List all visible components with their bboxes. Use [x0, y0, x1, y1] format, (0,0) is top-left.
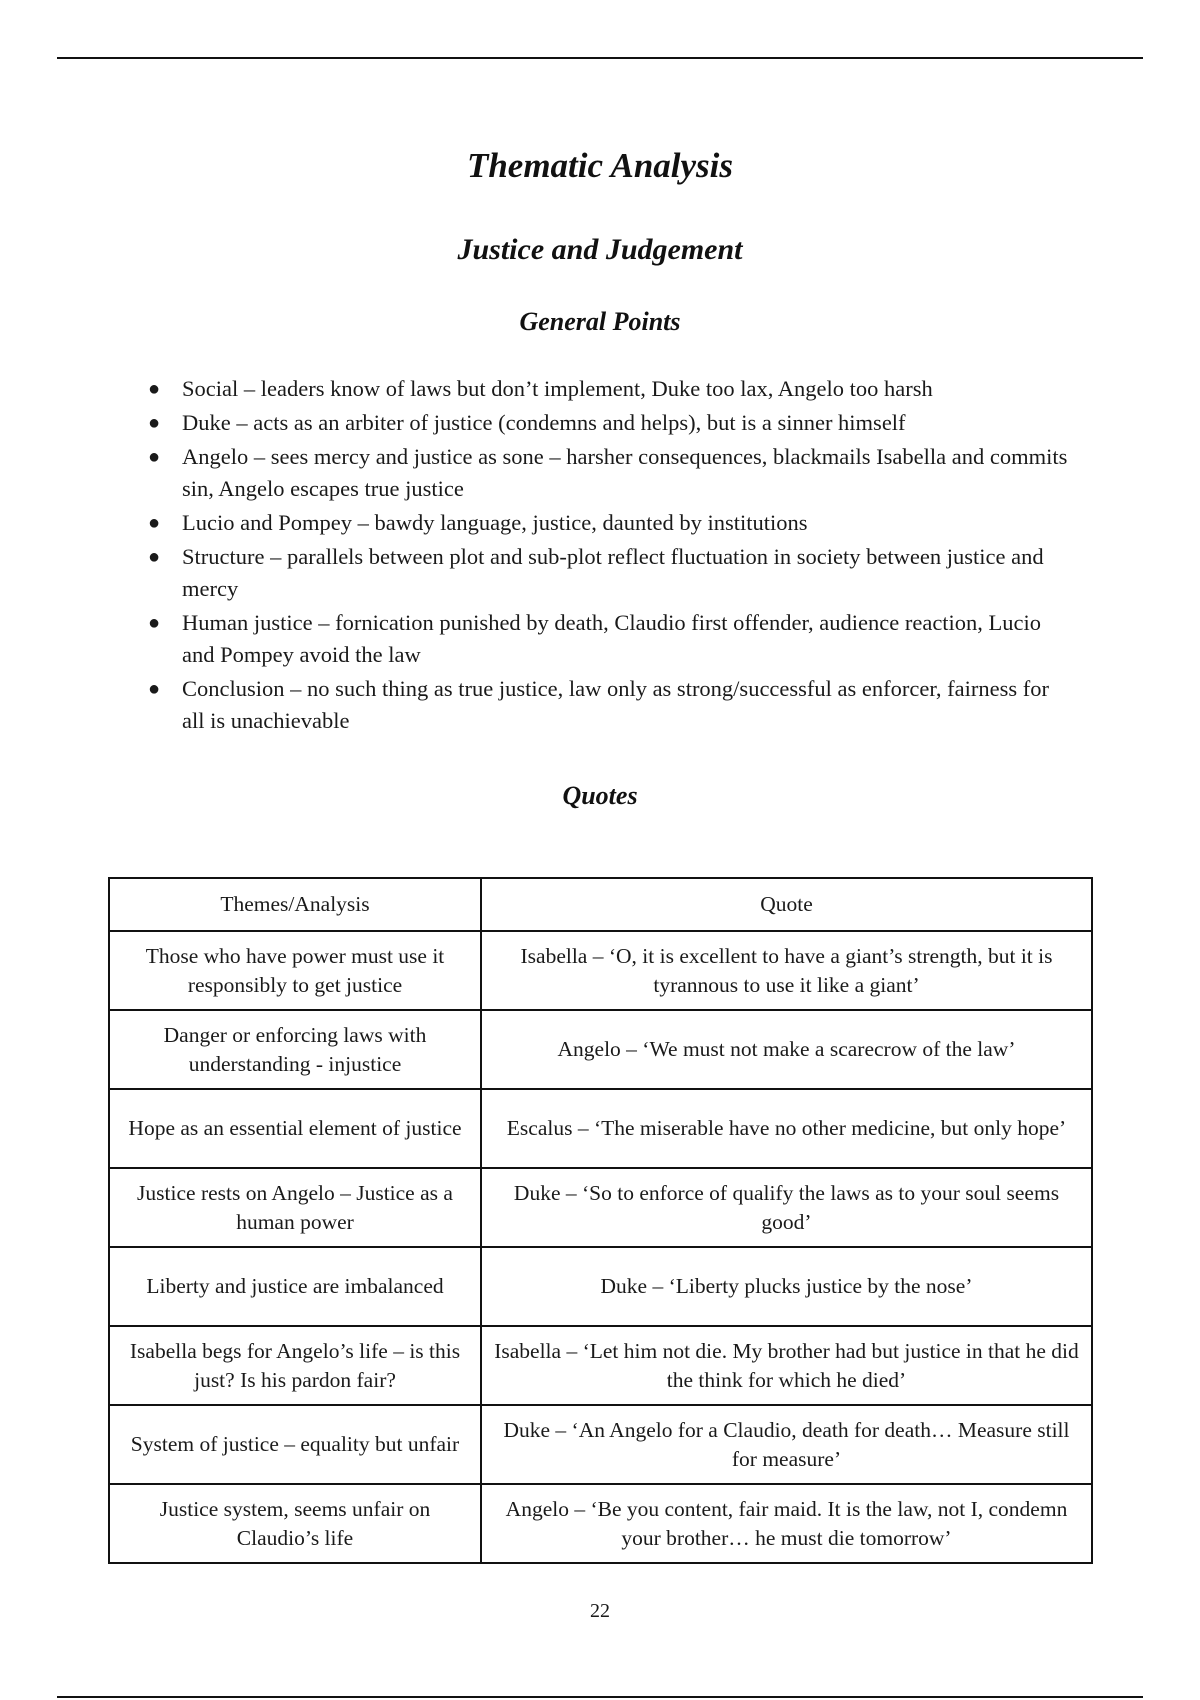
bullet-icon: ●	[148, 512, 161, 534]
bullet-icon: ●	[148, 446, 161, 468]
quote-cell: Angelo – ‘We must not make a scarecrow of the law’	[481, 1010, 1092, 1089]
quote-cell: Duke – ‘An Angelo for a Claudio, death for death… Measure still for measure’	[481, 1405, 1092, 1484]
table-row	[109, 1089, 1092, 1168]
list-item	[144, 407, 1074, 439]
page-number: 22	[590, 1600, 610, 1622]
quote-cell: Duke – ‘So to enforce of qualify the laws as to your soul seems good’	[481, 1168, 1092, 1247]
bullet-icon: ●	[148, 378, 161, 400]
bullet-icon: ●	[148, 412, 161, 434]
theme-cell: Those who have power must use it responsibly to get justice	[109, 931, 481, 1010]
theme-cell: Isabella begs for Angelo’s life – is this just? Is his pardon fair?	[109, 1326, 481, 1405]
theme-cell: Justice rests on Angelo – Justice as a human power	[109, 1168, 481, 1247]
list-item-text: Duke – acts as an arbiter of justice (condemns and helps), but is a sinner himself	[182, 410, 906, 435]
list-item	[144, 607, 1074, 671]
column-header-themes: Themes/Analysis	[109, 878, 481, 931]
page-title: Thematic Analysis	[466, 146, 734, 185]
theme-cell: Liberty and justice are imbalanced	[109, 1247, 481, 1326]
list-item-text: Human justice – fornication punished by death, Claudio first offender, audience reaction, Lucio and Pompey avoid the law	[182, 610, 1042, 667]
bullet-icon: ●	[148, 612, 161, 634]
list-item	[144, 373, 1074, 405]
table-row	[109, 1405, 1092, 1484]
list-item-text: Lucio and Pompey – bawdy language, justice, daunted by institutions	[182, 510, 808, 535]
table-row	[109, 1247, 1092, 1326]
quote-cell: Escalus – ‘The miserable have no other medicine, but only hope’	[481, 1089, 1092, 1168]
list-item-text: Angelo – sees mercy and justice as sone – harsher consequences, blackmails Isabella and commits sin, Angelo escapes true justice	[182, 444, 1068, 501]
bullet-icon: ●	[148, 678, 161, 700]
top-rule	[57, 57, 1143, 59]
list-item	[144, 507, 1074, 539]
table-row	[109, 1010, 1092, 1089]
list-item-text: Structure – parallels between plot and sub-plot reflect fluctuation in society between justice and mercy	[182, 544, 1044, 601]
theme-cell: System of justice – equality but unfair	[109, 1405, 481, 1484]
quote-cell: Isabella – ‘Let him not die. My brother had but justice in that he did the think for which he died’	[481, 1326, 1092, 1405]
quote-cell: Duke – ‘Liberty plucks justice by the nose’	[481, 1247, 1092, 1326]
theme-cell: Danger or enforcing laws with understanding - injustice	[109, 1010, 481, 1089]
list-item	[144, 673, 1074, 737]
list-item	[144, 441, 1074, 505]
theme-cell: Justice system, seems unfair on Claudio’s life	[109, 1484, 481, 1563]
quotes-table	[108, 877, 1093, 1564]
table-header-row	[109, 878, 1092, 931]
general-points-heading: General Points	[519, 307, 681, 336]
quotes-heading: Quotes	[562, 781, 638, 810]
bottom-rule	[57, 1696, 1143, 1698]
general-points-list	[144, 373, 1074, 739]
quote-cell: Angelo – ‘Be you content, fair maid. It is the law, not I, condemn your brother… he must die tomorrow’	[481, 1484, 1092, 1563]
list-item-text: Conclusion – no such thing as true justice, law only as strong/successful as enforcer, fairness for all is unachievable	[182, 676, 1050, 733]
table-row	[109, 1168, 1092, 1247]
table-row	[109, 1484, 1092, 1563]
quote-cell: Isabella – ‘O, it is excellent to have a giant’s strength, but it is tyrannous to use it like a giant’	[481, 931, 1092, 1010]
table-row	[109, 1326, 1092, 1405]
bullet-icon: ●	[148, 546, 161, 568]
section-title: Justice and Judgement	[457, 233, 743, 266]
theme-cell: Hope as an essential element of justice	[109, 1089, 481, 1168]
list-item-text: Social – leaders know of laws but don’t implement, Duke too lax, Angelo too harsh	[182, 376, 933, 401]
column-header-quote: Quote	[481, 878, 1092, 931]
table-row	[109, 931, 1092, 1010]
list-item	[144, 541, 1074, 605]
